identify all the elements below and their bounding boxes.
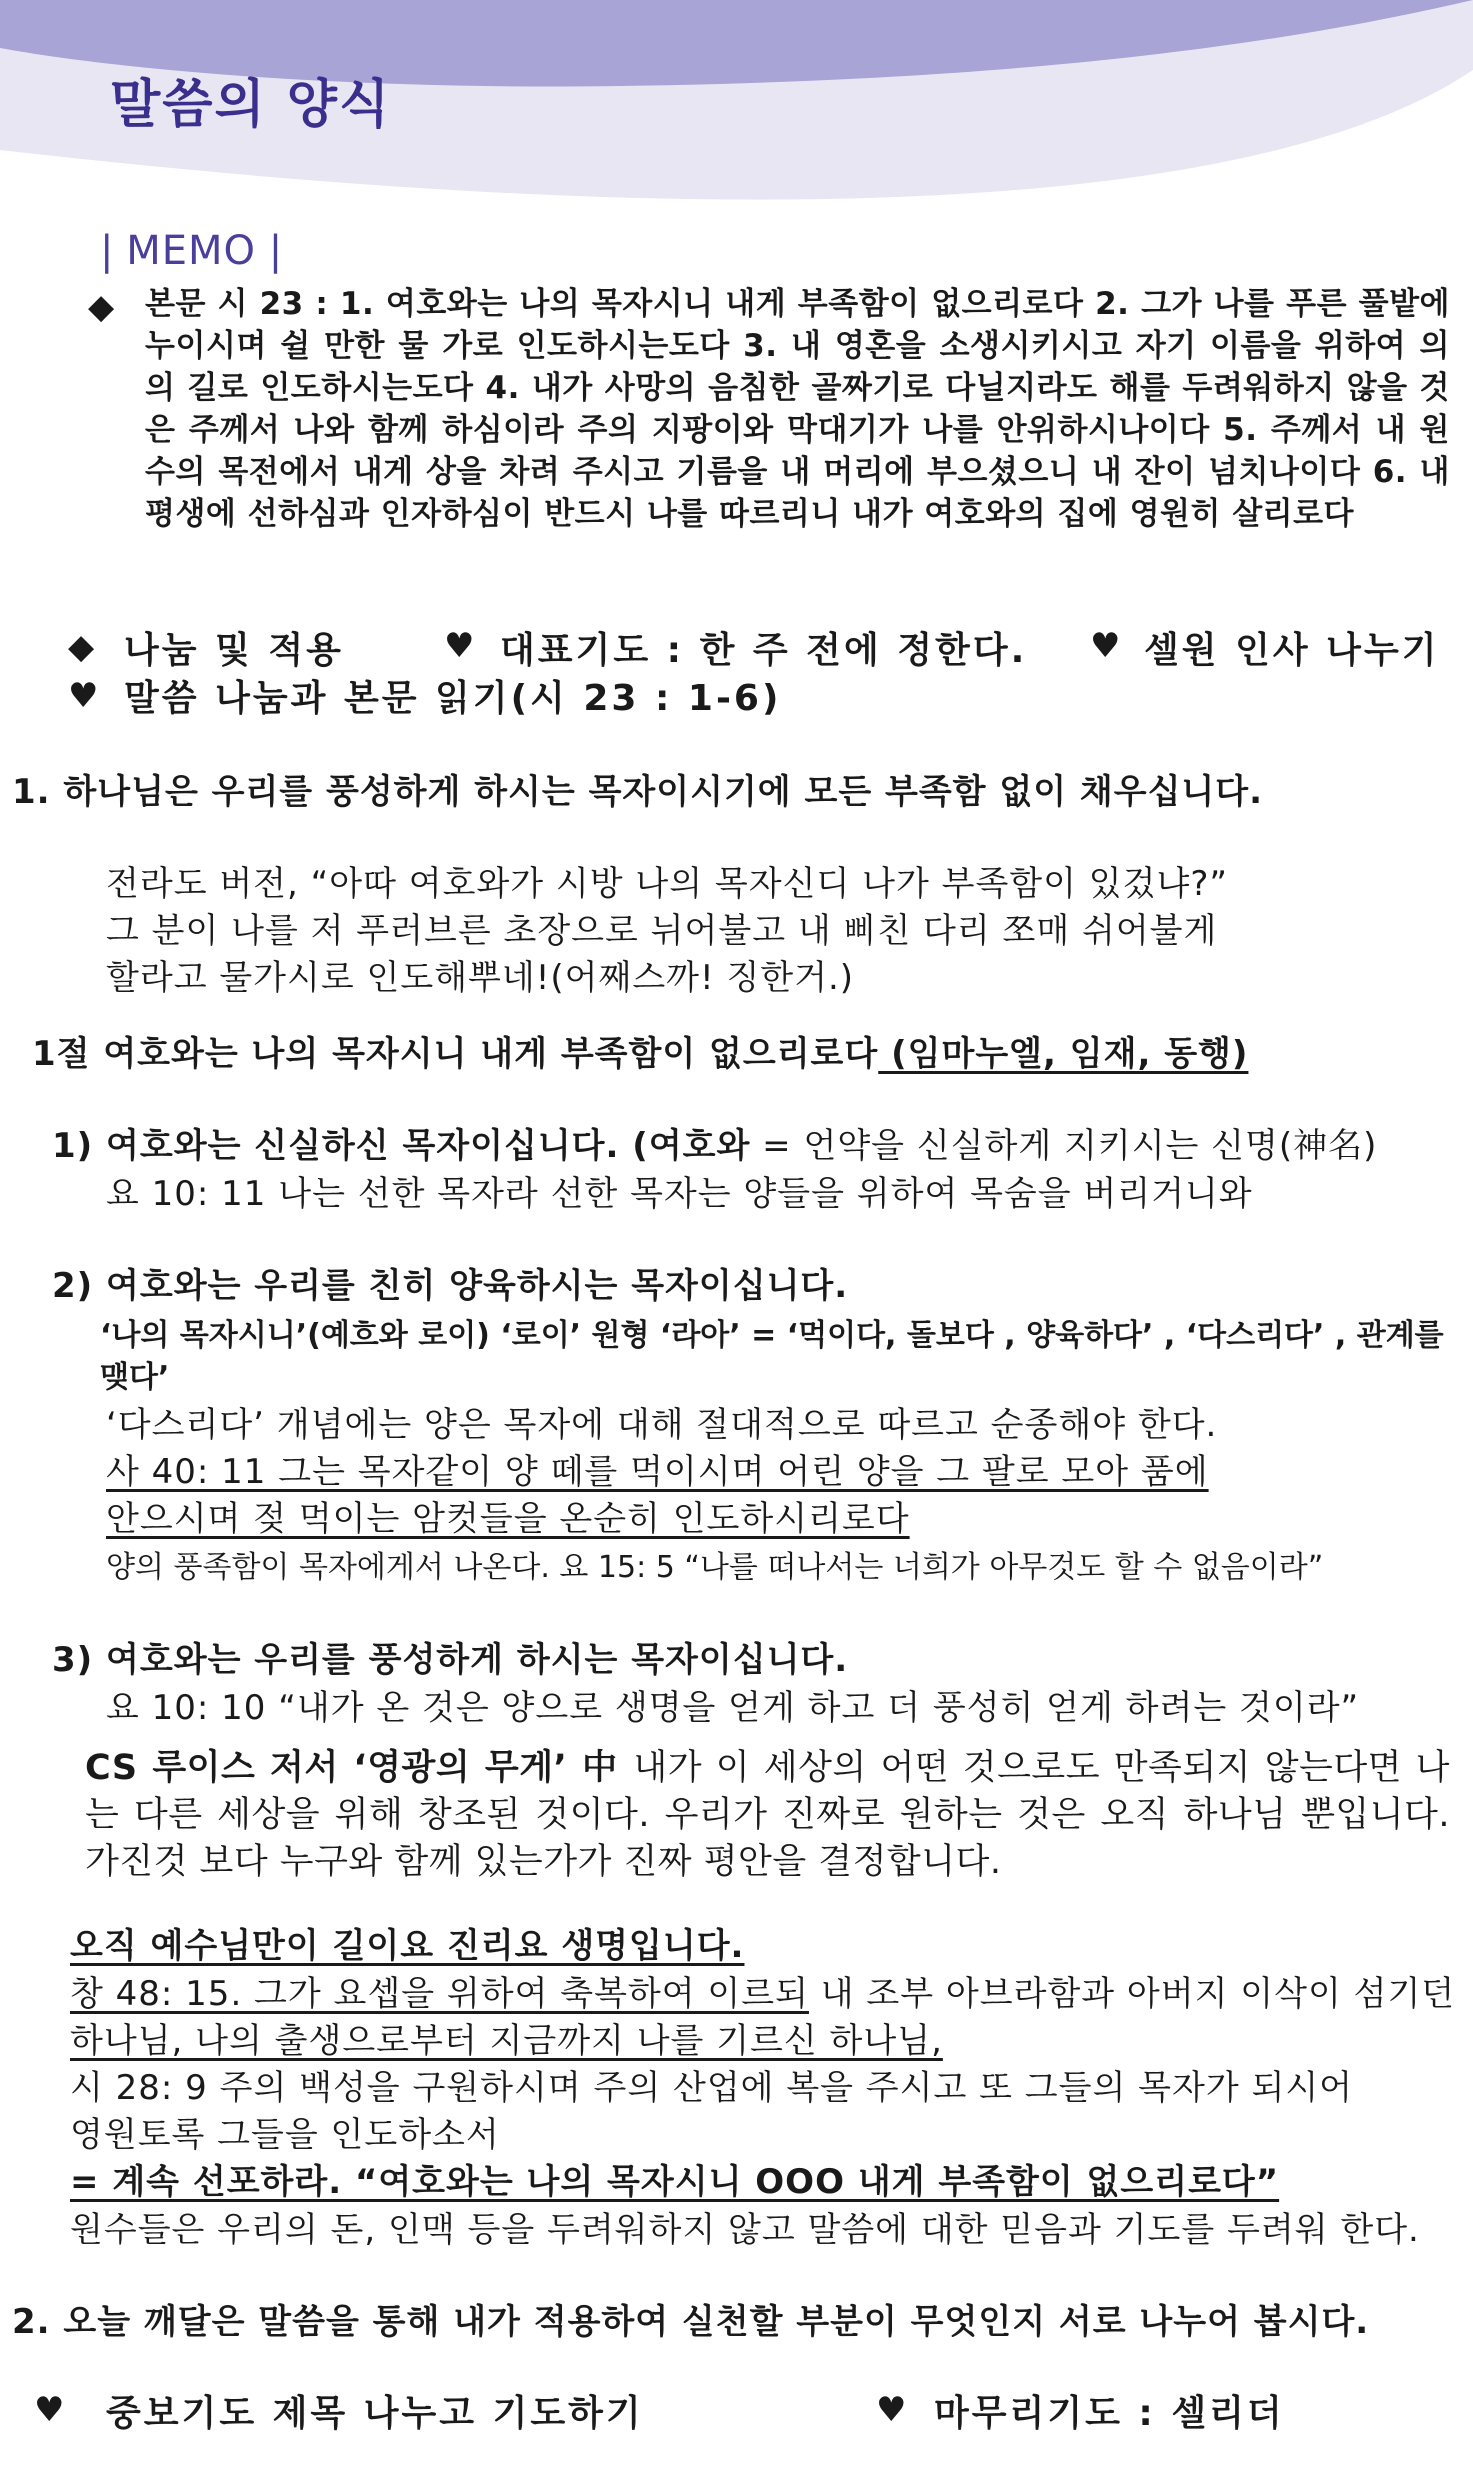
- genesis-line-2: 하나님, 나의 출생으로부터 지금까지 나를 기르신 하나님,: [70, 2021, 943, 2061]
- dialect-line-3: 할라고 물가시로 인도해뿌네!(어째스까! 징한거.): [106, 958, 855, 998]
- sharing-title: 나눔 및 적용: [124, 630, 344, 671]
- genesis-line-1: 창 48: 15. 그가 요셉을 위하여 축복하여 이르되 내 조부 아브라함과 아버지 이삭이 섬기던: [70, 1974, 1456, 2014]
- heart-icon: ♥: [1090, 626, 1121, 666]
- page-title: 말씀의 양식: [110, 75, 392, 135]
- point2-title: 2) 여호와는 우리를 친히 양육하시는 목자이십니다.: [52, 1266, 849, 1306]
- cs-lewis-quote: CS 루이스 저서 ‘영광의 무게’ 中 내가 이 세상의 어떤 것으로도 만족되지 않는다면 나는 다른 세상을 위해 창조된 것이다. 우리가 진짜로 원하는 것은 오직 하나님 뿐입니다. 가진것 보다 누구와 함께 있는가가 진짜 평안을 결정합니다.: [85, 1748, 1450, 1882]
- heart-icon: ♥: [444, 626, 475, 666]
- point2-verse-2: 안으시며 젖 먹이는 암컷들을 온순히 인도하시리로다: [106, 1499, 910, 1539]
- memo-bullet-icon: ◆: [88, 287, 115, 327]
- dialect-line-2: 그 분이 나를 저 푸러브른 초장으로 뉘어불고 내 삐친 다리 쪼매 쉬어불게: [106, 911, 1218, 951]
- intercession-prayer: 중보기도 제목 나누고 기도하기: [106, 2393, 644, 2434]
- jesus-statement: 오직 예수님만이 길이요 진리요 생명입니다.: [70, 1926, 745, 1966]
- scripture-passage: 본문 시 23 : 1. 여호와는 나의 목자시니 내게 부족함이 없으리로다 2. 그가 나를 푸른 풀밭에 누이시며 쉴 만한 물 가로 인도하시는도다 3. 내 영혼을 소생시키시고 자기 이름을 위하여 의의 길로 인도하시는도다 4. 내가 사망의 음침한 골짜기로 다닐지라도 해를 두려워하지 않을 것은 주께서 나와 함께 하심이라 주의 지팡이와 막대기가 나를 안위하시나이다 5. 주께서 내 원수의 목전에서 내게 상을 차려 주시고 기름을 내 머리에 부으셨으니 내 잔이 넘치나이다 6. 내 평생에 선하심과 인자하심이 반드시 나를 따르리니 내가 여호와의 집에 영원히 살리로다: [145, 286, 1450, 532]
- point2-line-2: 양의 풍족함이 목자에게서 나온다. 요 15: 5 “나를 떠나서는 너희가 아무것도 할 수 없음이라”: [106, 1550, 1324, 1585]
- section1-heading: 1. 하나님은 우리를 풍성하게 하시는 목자이시기에 모든 부족함 없이 채우십니다.: [12, 772, 1264, 812]
- memo-label: | MEMO |: [100, 228, 283, 274]
- point3-title: 3) 여호와는 우리를 풍성하게 하시는 목자이십니다.: [52, 1640, 849, 1680]
- point2-word-study-1: ‘나의 목자시니’(예흐와 로이) ‘로이’ 원형 ‘라아’ = ‘먹이다, 돌보다 , 양육하다’ , ‘다스리다’ , 관계를: [100, 1318, 1444, 1353]
- enemy-line: 원수들은 우리의 돈, 인맥 등을 두려워하지 않고 말씀에 대한 믿음과 기도를 두려워 한다.: [70, 2210, 1420, 2250]
- point1-verse: 요 10: 11 나는 선한 목자라 선한 목자는 양들을 위하여 목숨을 버리거니와: [106, 1174, 1253, 1214]
- heart-icon: ♥: [34, 2390, 65, 2430]
- cell-greeting: 셀원 인사 나누기: [1144, 630, 1440, 671]
- representative-prayer: 대표기도 : 한 주 전에 정한다.: [500, 630, 1028, 671]
- point2-line-1: ‘다스리다’ 개념에는 양은 목자에 대해 절대적으로 따르고 순종해야 한다.: [106, 1405, 1218, 1445]
- point1-title: 1) 여호와는 신실하신 목자이십니다. (여호와 = 언약을 신실하게 지키시는 신명(神名): [52, 1126, 1378, 1166]
- point3-verse: 요 10: 10 “내가 온 것은 양으로 생명을 얻게 하고 더 풍성히 얻게 하려는 것이라”: [106, 1688, 1360, 1728]
- psalm-line-1: 시 28: 9 주의 백성을 구원하시며 주의 산업에 복을 주시고 또 그들의 목자가 되시어: [70, 2068, 1354, 2108]
- section2-heading: 2. 오늘 깨달은 말씀을 통해 내가 적용하여 실천할 부분이 무엇인지 서로 나누어 봅시다.: [12, 2302, 1370, 2342]
- declaration: = 계속 선포하라. “여호와는 나의 목자시니 OOO 내게 부족함이 없으리로다”: [70, 2162, 1280, 2202]
- point2-verse-1: 사 40: 11 그는 목자같이 양 떼를 먹이시며 어린 양을 그 팔로 모아 품에: [106, 1452, 1209, 1492]
- heart-icon: ♥: [876, 2390, 907, 2430]
- point2-word-study-2: 맺다’: [100, 1360, 170, 1395]
- verse1-heading: 1절 여호와는 나의 목자시니 내게 부족함이 없으리로다 (임마누엘, 임재, 동행): [32, 1034, 1249, 1074]
- psalm-line-2: 영원토록 그들을 인도하소서: [70, 2115, 500, 2155]
- word-sharing-reading: 말씀 나눔과 본문 읽기(시 23 : 1-6): [124, 678, 782, 719]
- closing-prayer: 마무리기도 : 셀리더: [934, 2393, 1285, 2434]
- sharing-bullet-icon: ◆: [68, 627, 95, 667]
- heart-icon: ♥: [68, 676, 99, 716]
- dialect-line-1: 전라도 버전, “아따 여호와가 시방 나의 목자신디 나가 부족함이 있겄냐?”: [106, 864, 1228, 904]
